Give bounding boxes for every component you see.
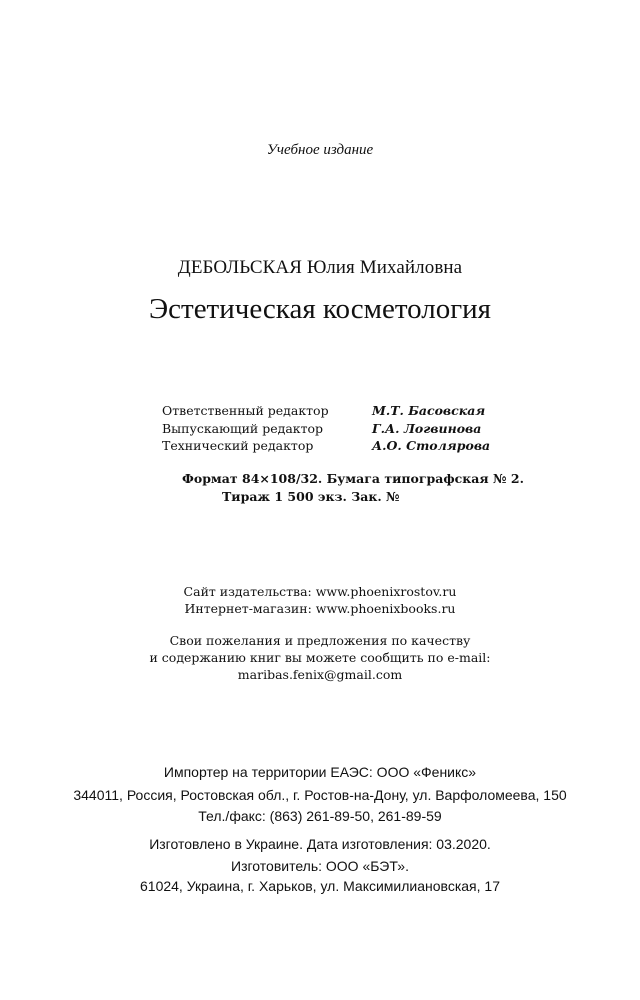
manufacture-info: Изготовлено в Украине. Дата изготовления: 03.2020. xyxy=(149,836,491,852)
format-info: Формат 84×108/32. Бумага типографская № 2. xyxy=(182,471,524,486)
importer-name: Импортер на территории ЕАЭС: ООО «Феникс» xyxy=(163,764,477,780)
manufacturer-address: 61024, Украина, г. Харьков, ул. Максимилиановская, 17 xyxy=(140,878,500,894)
online-shop: Интернет-магазин: www.phoenixbooks.ru xyxy=(184,601,456,616)
credit-name: А.О. Столярова xyxy=(372,438,491,453)
editors-credits xyxy=(162,402,502,455)
feedback-text-line1: Свои пожелания и предложения по качеству xyxy=(169,633,471,648)
credit-row xyxy=(162,437,502,455)
print-run-info: Тираж 1 500 экз. Зак. № xyxy=(222,489,400,504)
publisher-site: Сайт издательства: www.phoenixrostov.ru xyxy=(183,584,457,599)
credit-row xyxy=(162,402,502,420)
importer-phone: Тел./факс: (863) 261-89-50, 261-89-59 xyxy=(198,808,442,824)
credit-name: М.Т. Басовская xyxy=(372,403,486,418)
importer-address: 344011, Россия, Ростовская обл., г. Ростов-на-Дону, ул. Варфоломеева, 150 xyxy=(73,787,567,803)
credit-row xyxy=(162,420,502,438)
edition-type: Учебное издание xyxy=(266,142,374,158)
credit-name: Г.А. Логвинова xyxy=(372,420,482,436)
credit-role: Ответственный редактор xyxy=(162,403,329,418)
feedback-text-line2: и содержанию книг вы можете сообщить по e-mail: xyxy=(149,650,491,665)
feedback-email: maribas.fenix@gmail.com xyxy=(237,667,403,682)
manufacturer-name: Изготовитель: ООО «БЭТ». xyxy=(231,858,409,874)
book-title: Эстетическая косметология xyxy=(149,293,491,325)
credit-role: Выпускающий редактор xyxy=(162,420,324,436)
author-name: ДЕБОЛЬСКАЯ Юлия Михайловна xyxy=(177,257,463,278)
credit-role: Технический редактор xyxy=(162,438,314,453)
